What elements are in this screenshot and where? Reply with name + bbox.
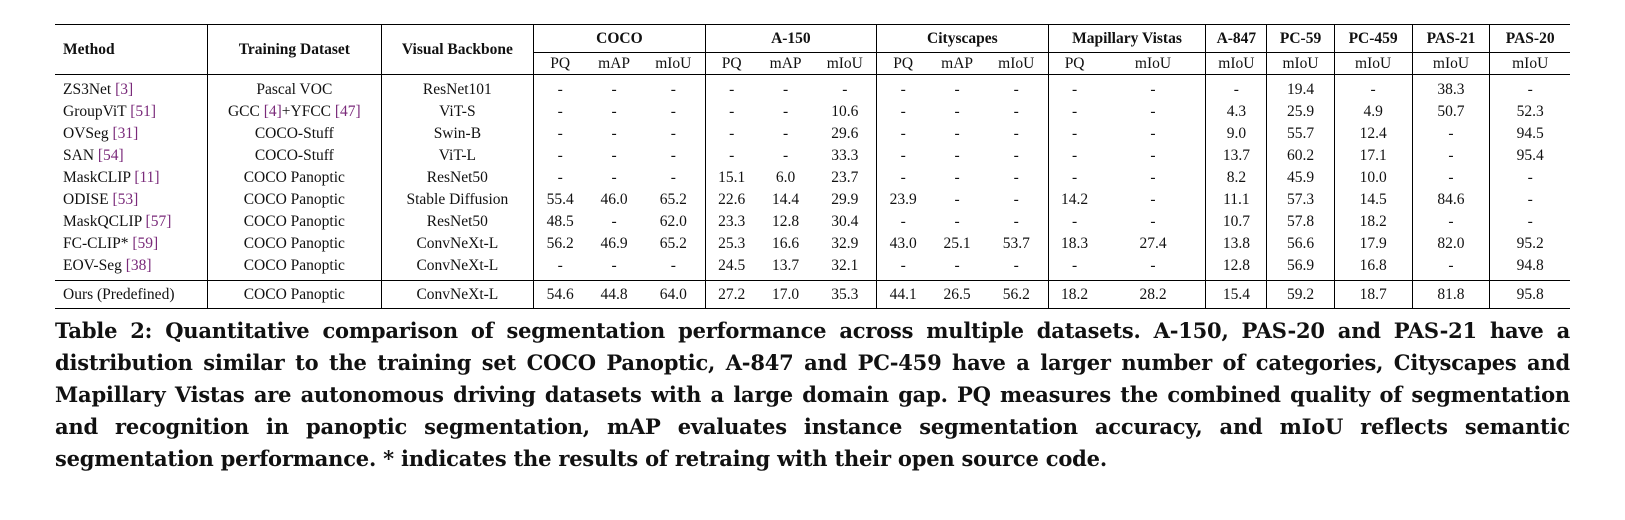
value-cell: -: [1013, 103, 1019, 120]
value-cell: 13.7: [772, 257, 800, 274]
header-row-groups: [55, 25, 1570, 53]
value-cell: 57.3: [1267, 189, 1334, 211]
method-name: OVSeg: [63, 125, 113, 142]
value-cell: -: [1412, 145, 1490, 167]
value-cell: 28.2: [1101, 281, 1206, 309]
value-cell: 94.5: [1490, 123, 1570, 145]
value-cell: 32.9: [831, 235, 859, 252]
value-cell: -: [705, 145, 758, 167]
value-cell: -: [670, 103, 676, 120]
value-cell: -: [783, 103, 789, 120]
results-table-container: [55, 24, 1570, 309]
value-cell: -: [534, 255, 587, 281]
training-dataset-text: COCO-Stuff: [254, 125, 334, 142]
value-cell: -: [1150, 169, 1156, 186]
backbone-cell: ConvNeXt-L: [381, 233, 534, 255]
value-cell: 95.2: [1490, 233, 1570, 255]
table-row: [55, 189, 1570, 211]
citation-link[interactable]: [11]: [134, 169, 160, 186]
value-cell: 82.0: [1412, 233, 1490, 255]
value-cell: -: [534, 123, 587, 145]
training-dataset-text: COCO Panoptic: [243, 257, 345, 274]
value-cell: -: [611, 213, 617, 230]
header-visual-backbone: Visual Backbone: [381, 25, 534, 75]
ours-training-cell: COCO Panoptic: [208, 281, 382, 309]
citation-link[interactable]: [51]: [130, 103, 157, 120]
value-cell: 64.0: [642, 281, 705, 309]
header-metric-12: mIoU: [1267, 53, 1334, 75]
backbone-cell: Swin-B: [381, 123, 534, 145]
value-cell: 60.2: [1267, 145, 1334, 167]
value-cell: 56.6: [1267, 233, 1334, 255]
value-cell: -: [1490, 167, 1570, 189]
results-table: [55, 24, 1570, 309]
value-cell: -: [877, 167, 930, 189]
value-cell: 17.9: [1334, 233, 1412, 255]
header-metric-5: mIoU: [813, 53, 876, 75]
value-cell: 10.0: [1334, 167, 1412, 189]
value-cell: -: [670, 125, 676, 142]
value-cell: 81.8: [1412, 281, 1490, 309]
header-metric-6: PQ: [877, 53, 930, 75]
value-cell: -: [534, 101, 587, 123]
value-cell: 16.6: [772, 235, 800, 252]
header-group-0: COCO: [534, 25, 705, 53]
value-cell: 56.9: [1267, 255, 1334, 281]
table-row: [55, 123, 1570, 145]
value-cell: 14.5: [1334, 189, 1412, 211]
value-cell: 46.9: [600, 235, 628, 252]
value-cell: -: [611, 169, 617, 186]
table-row: [55, 167, 1570, 189]
method-name: GroupViT: [63, 103, 131, 120]
value-cell: -: [1150, 103, 1156, 120]
value-cell: -: [1150, 191, 1156, 208]
method-name: MaskQCLIP: [63, 213, 146, 230]
method-name: SAN: [63, 147, 98, 164]
value-cell: -: [1013, 125, 1019, 142]
value-cell: 17.0: [758, 281, 814, 309]
method-cell: [55, 167, 208, 189]
header-metric-1: mAP: [586, 53, 642, 75]
method-cell: [55, 211, 208, 233]
value-cell: -: [954, 103, 960, 120]
value-cell: -: [877, 123, 930, 145]
backbone-cell: ResNet101: [381, 75, 534, 102]
training-dataset-text: GCC: [227, 103, 264, 120]
backbone-cell: Stable Diffusion: [381, 189, 534, 211]
value-cell: 94.8: [1490, 255, 1570, 281]
value-cell: -: [670, 147, 676, 164]
citation-link[interactable]: [4]: [263, 103, 282, 120]
value-cell: 44.1: [877, 281, 930, 309]
value-cell: 8.2: [1206, 167, 1267, 189]
value-cell: -: [783, 147, 789, 164]
value-cell: -: [783, 81, 789, 98]
value-cell: 65.2: [659, 235, 687, 252]
value-cell: -: [1490, 189, 1570, 211]
method-cell: [55, 123, 208, 145]
value-cell: -: [1013, 213, 1019, 230]
header-group-5: PC-59: [1267, 25, 1334, 53]
value-cell: -: [1048, 167, 1101, 189]
table-row: [55, 75, 1570, 102]
citation-link[interactable]: [3]: [115, 81, 134, 98]
value-cell: -: [954, 191, 960, 208]
training-dataset-cell: [208, 255, 382, 281]
value-cell: -: [1150, 213, 1156, 230]
header-metric-13: mIoU: [1334, 53, 1412, 75]
method-cell: [55, 189, 208, 211]
value-cell: 9.0: [1206, 123, 1267, 145]
training-dataset-text: COCO Panoptic: [243, 191, 345, 208]
citation-link[interactable]: [47]: [334, 103, 361, 120]
value-cell: 4.3: [1206, 101, 1267, 123]
value-cell: 18.3: [1048, 233, 1101, 255]
header-metric-9: PQ: [1048, 53, 1101, 75]
value-cell: 13.8: [1206, 233, 1267, 255]
training-dataset-text: COCO Panoptic: [243, 213, 345, 230]
header-group-3: Mapillary Vistas: [1048, 25, 1206, 53]
value-cell: 18.2: [1048, 281, 1101, 309]
value-cell: -: [1048, 123, 1101, 145]
value-cell: -: [877, 255, 930, 281]
training-dataset-cell: [208, 189, 382, 211]
backbone-cell: ResNet50: [381, 167, 534, 189]
value-cell: 12.4: [1334, 123, 1412, 145]
value-cell: -: [1150, 125, 1156, 142]
value-cell: -: [1048, 211, 1101, 233]
value-cell: 25.1: [943, 235, 971, 252]
value-cell: -: [877, 211, 930, 233]
citation-link[interactable]: [59]: [132, 235, 159, 252]
value-cell: 15.4: [1206, 281, 1267, 309]
value-cell: -: [1412, 123, 1490, 145]
value-cell: -: [1013, 147, 1019, 164]
value-cell: 44.8: [586, 281, 642, 309]
value-cell: 23.7: [831, 169, 859, 186]
value-cell: 59.2: [1267, 281, 1334, 309]
value-cell: 48.5: [534, 211, 587, 233]
header-group-2: Cityscapes: [877, 25, 1048, 53]
value-cell: -: [534, 145, 587, 167]
value-cell: 95.8: [1490, 281, 1570, 309]
value-cell: 55.4: [534, 189, 587, 211]
value-cell: 14.4: [772, 191, 800, 208]
value-cell: 25.9: [1267, 101, 1334, 123]
value-cell: 10.6: [831, 103, 859, 120]
value-cell: 11.1: [1206, 189, 1267, 211]
value-cell: 6.0: [775, 169, 796, 186]
training-dataset-cell: [208, 145, 382, 167]
value-cell: 50.7: [1412, 101, 1490, 123]
value-cell: 27.2: [705, 281, 758, 309]
value-cell: 17.1: [1334, 145, 1412, 167]
header-metric-15: mIoU: [1490, 53, 1570, 75]
citation-link[interactable]: [53]: [112, 191, 139, 208]
value-cell: 95.4: [1490, 145, 1570, 167]
training-dataset-text: COCO-Stuff: [254, 147, 334, 164]
training-dataset-text: COCO Panoptic: [243, 169, 345, 186]
value-cell: -: [1048, 75, 1101, 102]
training-dataset-cell: [208, 233, 382, 255]
value-cell: 12.8: [772, 213, 800, 230]
value-cell: -: [611, 125, 617, 142]
header-training-dataset: Training Dataset: [208, 25, 382, 75]
header-metric-4: mAP: [758, 53, 814, 75]
table-row: [55, 101, 1570, 123]
training-dataset-text: +YFCC: [281, 103, 335, 120]
header-group-7: PAS-21: [1412, 25, 1490, 53]
value-cell: -: [670, 81, 676, 98]
value-cell: -: [611, 257, 617, 274]
header-metric-2: mIoU: [642, 53, 705, 75]
value-cell: -: [1013, 191, 1019, 208]
value-cell: 10.7: [1206, 211, 1267, 233]
table-row-ours: [55, 281, 1570, 309]
value-cell: 4.9: [1334, 101, 1412, 123]
method-name: MaskCLIP: [63, 169, 135, 186]
value-cell: -: [534, 75, 587, 102]
citation-link[interactable]: [31]: [112, 125, 139, 142]
value-cell: -: [954, 213, 960, 230]
value-cell: 65.2: [659, 191, 687, 208]
training-dataset-text: Pascal VOC: [256, 81, 333, 98]
table-row: [55, 255, 1570, 281]
value-cell: -: [670, 169, 676, 186]
header-metric-14: mIoU: [1412, 53, 1490, 75]
value-cell: 23.3: [705, 211, 758, 233]
value-cell: 13.7: [1206, 145, 1267, 167]
value-cell: 16.8: [1334, 255, 1412, 281]
ours-method-cell: Ours (Predefined): [55, 281, 208, 309]
value-cell: 12.8: [1206, 255, 1267, 281]
value-cell: -: [1048, 101, 1101, 123]
value-cell: -: [1206, 75, 1267, 102]
value-cell: 18.7: [1334, 281, 1412, 309]
backbone-cell: ViT-S: [381, 101, 534, 123]
value-cell: 35.3: [813, 281, 876, 309]
header-metric-10: mIoU: [1101, 53, 1206, 75]
training-dataset-cell: [208, 123, 382, 145]
value-cell: -: [670, 257, 676, 274]
value-cell: -: [611, 147, 617, 164]
value-cell: -: [705, 75, 758, 102]
header-metric-7: mAP: [929, 53, 985, 75]
method-name: EOV-Seg: [63, 257, 126, 274]
training-dataset-cell: [208, 211, 382, 233]
value-cell: 56.2: [985, 281, 1048, 309]
value-cell: 29.9: [831, 191, 859, 208]
value-cell: 62.0: [659, 213, 687, 230]
value-cell: 32.1: [831, 257, 859, 274]
value-cell: 38.3: [1412, 75, 1490, 102]
header-group-8: PAS-20: [1490, 25, 1570, 53]
value-cell: -: [1334, 75, 1412, 102]
value-cell: -: [954, 125, 960, 142]
value-cell: 52.3: [1490, 101, 1570, 123]
header-metric-8: mIoU: [985, 53, 1048, 75]
value-cell: -: [783, 125, 789, 142]
value-cell: 46.0: [600, 191, 628, 208]
value-cell: 43.0: [877, 233, 930, 255]
method-cell: [55, 255, 208, 281]
header-group-1: A-150: [705, 25, 876, 53]
value-cell: -: [1013, 81, 1019, 98]
value-cell: 19.4: [1267, 75, 1334, 102]
value-cell: -: [1013, 257, 1019, 274]
citation-link[interactable]: [57]: [145, 213, 172, 230]
value-cell: -: [1412, 211, 1490, 233]
value-cell: 27.4: [1139, 235, 1167, 252]
citation-link[interactable]: [54]: [97, 147, 124, 164]
value-cell: 18.2: [1334, 211, 1412, 233]
value-cell: 26.5: [929, 281, 985, 309]
method-cell: [55, 75, 208, 102]
value-cell: 54.6: [534, 281, 587, 309]
method-name: FC-CLIP*: [63, 235, 133, 252]
method-name: ZS3Net: [63, 81, 116, 98]
training-dataset-cell: [208, 167, 382, 189]
value-cell: -: [954, 147, 960, 164]
value-cell: 56.2: [534, 233, 587, 255]
value-cell: -: [1412, 255, 1490, 281]
header-method: Method: [55, 25, 208, 75]
value-cell: -: [954, 257, 960, 274]
value-cell: -: [1490, 211, 1570, 233]
ours-backbone-cell: ConvNeXt-L: [381, 281, 534, 309]
method-name: ODISE: [63, 191, 113, 208]
training-dataset-text: COCO Panoptic: [243, 235, 345, 252]
table-row: [55, 233, 1570, 255]
value-cell: 33.3: [831, 147, 859, 164]
header-group-6: PC-459: [1334, 25, 1412, 53]
value-cell: -: [842, 81, 848, 98]
method-cell: [55, 233, 208, 255]
backbone-cell: ViT-L: [381, 145, 534, 167]
value-cell: 14.2: [1048, 189, 1101, 211]
value-cell: -: [877, 75, 930, 102]
value-cell: 25.3: [705, 233, 758, 255]
value-cell: 29.6: [831, 125, 859, 142]
value-cell: -: [1412, 167, 1490, 189]
value-cell: 55.7: [1267, 123, 1334, 145]
value-cell: -: [1150, 147, 1156, 164]
value-cell: 30.4: [831, 213, 859, 230]
value-cell: 84.6: [1412, 189, 1490, 211]
value-cell: -: [705, 101, 758, 123]
value-cell: 57.8: [1267, 211, 1334, 233]
training-dataset-cell: [208, 75, 382, 102]
value-cell: 53.7: [1002, 235, 1030, 252]
value-cell: 24.5: [705, 255, 758, 281]
value-cell: -: [611, 81, 617, 98]
value-cell: 45.9: [1267, 167, 1334, 189]
value-cell: -: [1048, 145, 1101, 167]
value-cell: -: [705, 123, 758, 145]
method-cell: [55, 101, 208, 123]
table-row: [55, 211, 1570, 233]
value-cell: -: [534, 167, 587, 189]
value-cell: 23.9: [877, 189, 930, 211]
value-cell: -: [877, 145, 930, 167]
value-cell: -: [954, 81, 960, 98]
header-metric-0: PQ: [534, 53, 587, 75]
table-caption: Table 2: Quantitative comparison of segmentation performance across multiple datasets. A-150, PAS-20 and PAS-21 have a distribution similar to the training set COCO Panoptic, A-847 and PC-459 have a larger number of categories, Cityscapes and Mapillary Vistas are autonomous driving datasets with a large domain gap. PQ measures the combined quality of segmentation and recognition in panoptic segmentation, mAP evaluates instance segmentation accuracy, and mIoU reflects semantic segmentation performance. * indicates the results of retraing with their open source code.: [55, 318, 1570, 471]
value-cell: -: [611, 103, 617, 120]
value-cell: 15.1: [705, 167, 758, 189]
header-metric-3: PQ: [705, 53, 758, 75]
value-cell: -: [877, 101, 930, 123]
value-cell: -: [1013, 169, 1019, 186]
backbone-cell: ResNet50: [381, 211, 534, 233]
header-metric-11: mIoU: [1206, 53, 1267, 75]
value-cell: -: [1150, 81, 1156, 98]
value-cell: 22.6: [705, 189, 758, 211]
value-cell: -: [1048, 255, 1101, 281]
backbone-cell: ConvNeXt-L: [381, 255, 534, 281]
table-row: [55, 145, 1570, 167]
citation-link[interactable]: [38]: [125, 257, 152, 274]
header-group-4: A-847: [1206, 25, 1267, 53]
training-dataset-cell: [208, 101, 382, 123]
method-cell: [55, 145, 208, 167]
value-cell: -: [1490, 75, 1570, 102]
value-cell: -: [1150, 257, 1156, 274]
value-cell: -: [954, 169, 960, 186]
